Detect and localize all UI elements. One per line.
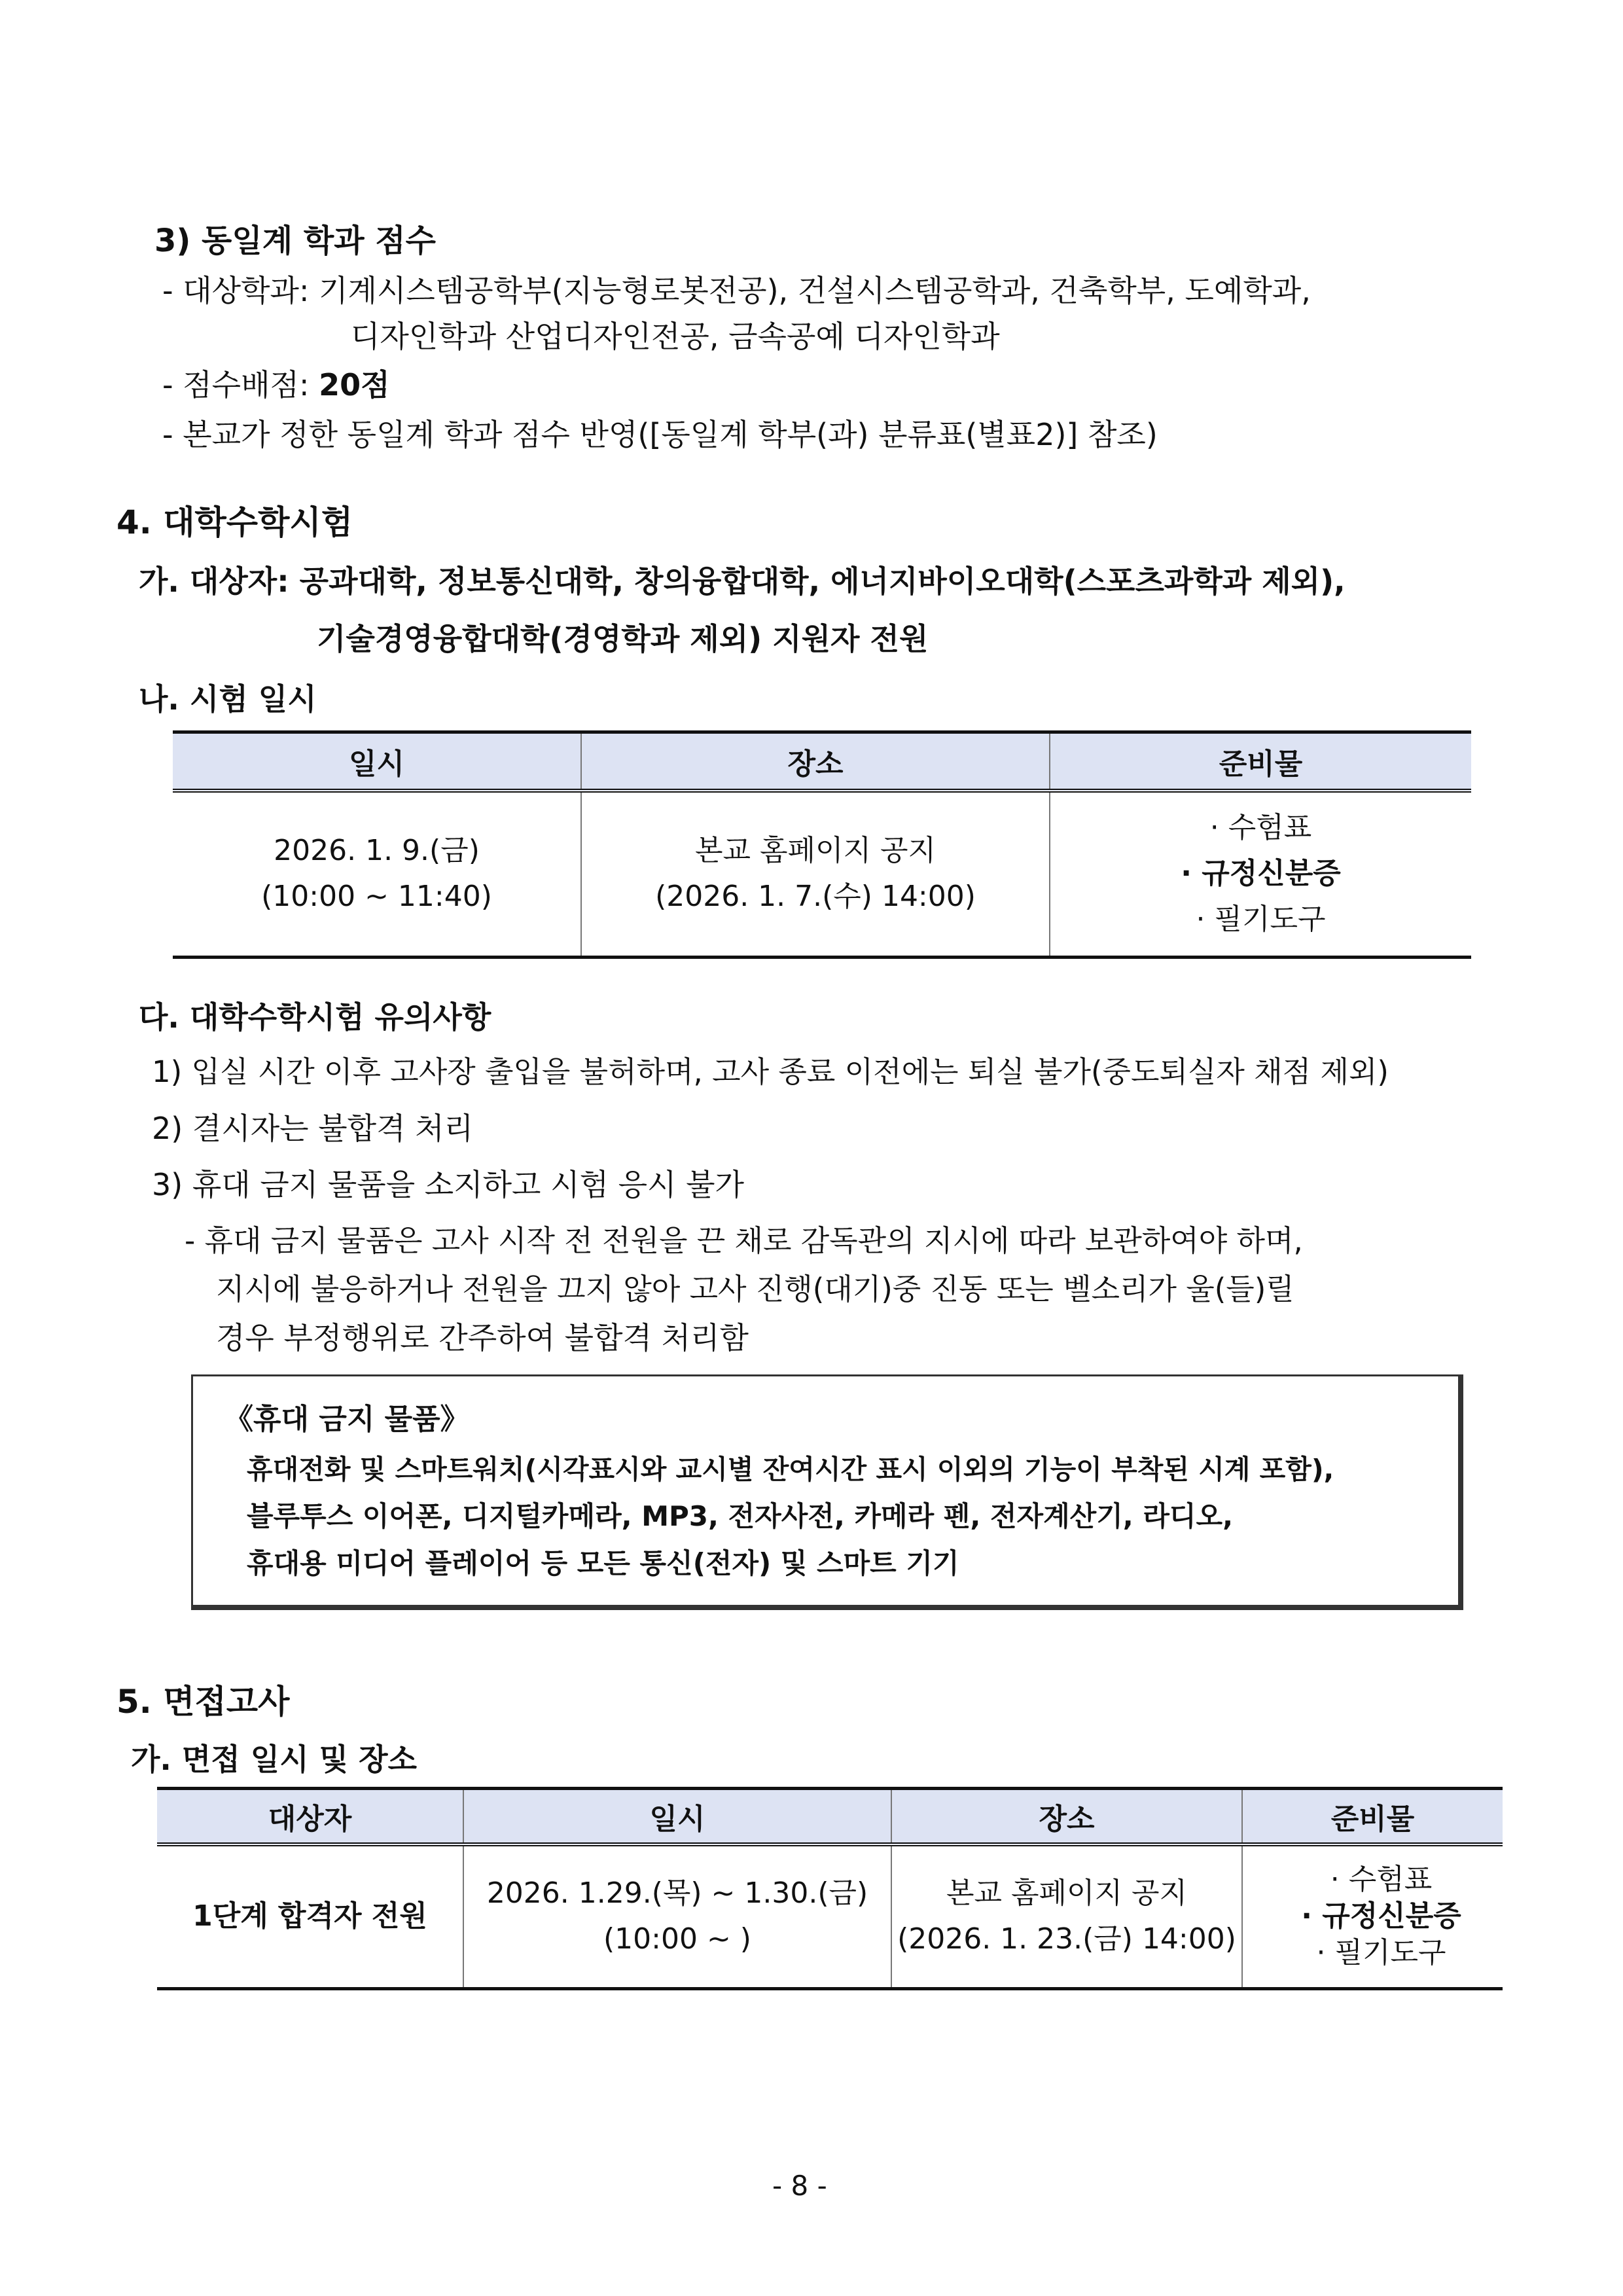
target-dept-line (162, 271, 1311, 310)
interview-date-cell (463, 1844, 891, 1988)
exam-schedule-table (173, 730, 1471, 959)
interview-target-cell: 1단계 합격자 전원 (157, 1844, 463, 1988)
exam-notes-heading: 다. 대학수학시험 유의사항 (139, 999, 491, 1035)
exam-date-cell (173, 791, 581, 957)
prep-item: · 수험표 (1209, 811, 1312, 845)
interview-prep-cell (1242, 1844, 1503, 1988)
interview-col-place: 장소 (891, 1789, 1242, 1845)
score-label: - 점수배점: (162, 367, 319, 403)
math-exam-target-line-2: 기술경영융합대학(경영학과 제외) 지원자 전원 (317, 621, 929, 656)
score-reflect-note: - 본교가 정한 동일계 학과 점수 반영([동일계 학부(과) 분류표(별표2)] 참조) (162, 417, 1158, 452)
exam-date: 2026. 1. 9.(금) (274, 834, 480, 868)
prohibited-items-line-3: 휴대용 미디어 플레이어 등 모든 통신(전자) 및 스마트 기기 (247, 1547, 959, 1579)
exam-col-date: 일시 (173, 732, 581, 791)
interview-place-notice-date: (2026. 1. 23.(금) 14:00) (897, 1922, 1236, 1956)
prep-item: · 필기도구 (1316, 1936, 1446, 1970)
score-line (162, 365, 390, 404)
exam-note-1: 1) 입실 시간 이후 고사장 출입을 불허하며, 고사 종료 이전에는 퇴실 불가(중도퇴실자 채점 제외) (152, 1054, 1389, 1089)
exam-place-notice-date: (2026. 1. 7.(수) 14:00) (655, 880, 976, 914)
interview-date: 2026. 1.29.(목) ~ 1.30.(금) (486, 1876, 868, 1910)
score-value: 20점 (319, 367, 390, 403)
prep-item: · 규정신분증 (1181, 857, 1341, 891)
section-heading-math-exam: 4. 대학수학시험 (116, 503, 353, 541)
prohibited-items-title: 《휴대 금지 물품》 (224, 1403, 469, 1436)
exam-schedule-heading: 나. 시험 일시 (139, 681, 317, 717)
target-dept-list-1: 기계시스템공학부(지능형로봇전공), 건설시스템공학과, 건축학부, 도예학과, (319, 273, 1311, 308)
exam-note-3-sub-3: 경우 부정행위로 간주하여 불합격 처리함 (216, 1320, 749, 1355)
prep-item: · 규정신분증 (1301, 1899, 1461, 1933)
math-exam-target-line-1: 가. 대상자: 공과대학, 정보통신대학, 창의융합대학, 에너지바이오대학(스포츠과학과 제외), (139, 564, 1346, 599)
prep-item: · 필기도구 (1196, 903, 1326, 937)
exam-time: (10:00 ~ 11:40) (261, 880, 492, 914)
interview-schedule-table (157, 1787, 1503, 1990)
prohibited-items-line-2: 블루투스 이어폰, 디지털카메라, MP3, 전자사전, 카메라 펜, 전자계산기, 라디오, (247, 1500, 1234, 1532)
exam-prep-cell (1050, 791, 1471, 957)
interview-schedule-heading: 가. 면접 일시 및 장소 (131, 1742, 418, 1777)
prohibited-items-line-1: 휴대전화 및 스마트워치(시각표시와 교시별 잔여시간 표시 이외의 기능이 부착된 시계 포함), (247, 1454, 1334, 1485)
interview-col-date: 일시 (463, 1789, 891, 1845)
exam-place-cell (581, 791, 1050, 957)
target-dept-label: - 대상학과: (162, 273, 319, 308)
interview-col-target: 대상자 (157, 1789, 463, 1845)
prohibited-items-box (191, 1374, 1463, 1610)
exam-note-3: 3) 휴대 금지 물품을 소지하고 시험 응시 불가 (152, 1167, 744, 1202)
prep-item: · 수험표 (1330, 1863, 1433, 1897)
interview-time: (10:00 ~ ) (603, 1922, 751, 1956)
page-number: - 8 - (772, 2170, 827, 2202)
exam-note-3-sub-2: 지시에 불응하거나 전원을 끄지 않아 고사 진행(대기)중 진동 또는 벨소리가 울(들)릴 (216, 1272, 1294, 1306)
exam-col-prep: 준비물 (1050, 732, 1471, 791)
section-heading-interview: 5. 면접고사 (116, 1683, 290, 1721)
exam-col-place: 장소 (581, 732, 1050, 791)
exam-note-3-sub-1: - 휴대 금지 물품은 고사 시작 전 전원을 끈 채로 감독관의 지시에 따라 보관하여야 하며, (185, 1223, 1303, 1258)
exam-note-2: 2) 결시자는 불합격 처리 (152, 1111, 474, 1146)
interview-place-cell (891, 1844, 1242, 1988)
interview-col-prep: 준비물 (1242, 1789, 1503, 1845)
target-dept-list-2: 디자인학과 산업디자인전공, 금속공예 디자인학과 (351, 319, 1000, 354)
exam-place: 본교 홈페이지 공지 (694, 834, 936, 868)
interview-place: 본교 홈페이지 공지 (946, 1876, 1187, 1910)
section-heading-related-dept-score: 3) 동일계 학과 점수 (154, 223, 437, 259)
